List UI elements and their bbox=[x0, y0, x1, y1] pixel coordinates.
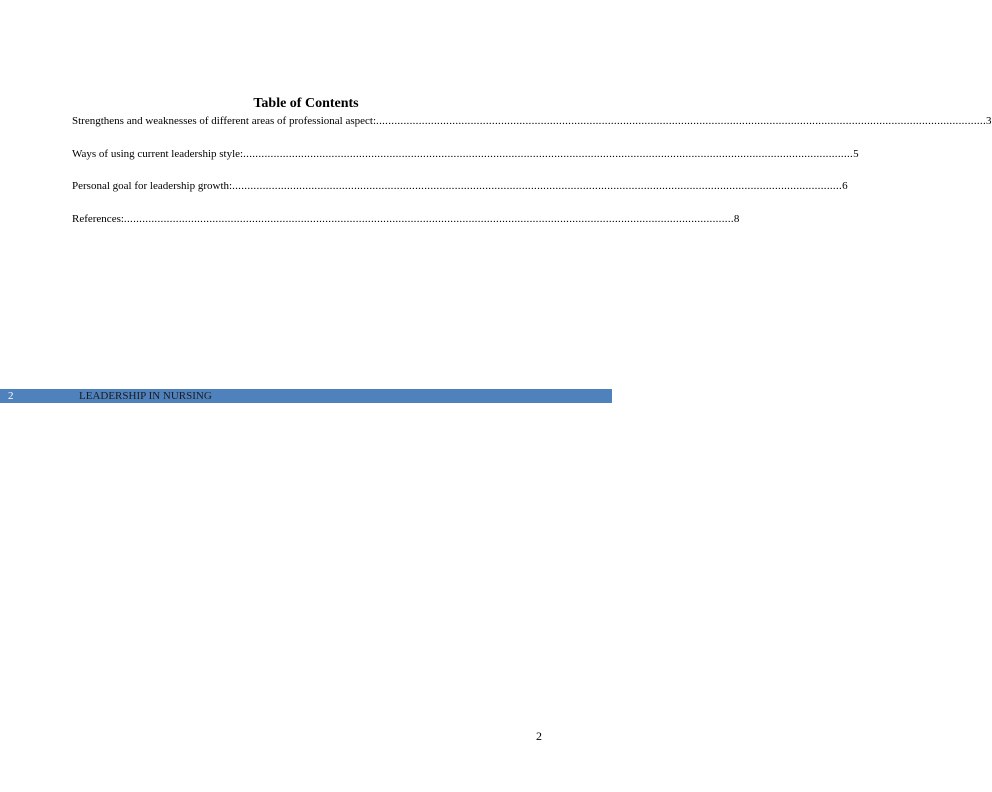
toc-entry-page: 6 bbox=[842, 180, 848, 192]
footer-page-number: 2 bbox=[536, 729, 542, 743]
header-page-number: 2 bbox=[8, 390, 14, 402]
toc-entry-page: 3 bbox=[986, 115, 992, 127]
dot-leader: ........................................................................................................................................................................................................ bbox=[243, 147, 854, 160]
header-running-title: LEADERSHIP IN NURSING bbox=[79, 390, 212, 402]
dot-leader: ........................................................................................................................................................................................................ bbox=[232, 180, 843, 192]
toc-entry-personal-goal[interactable] bbox=[72, 179, 848, 193]
dot-leader: ........................................................................................................................................................................................................ bbox=[376, 115, 987, 127]
toc-entry-label: Personal goal for leadership growth: bbox=[72, 180, 233, 192]
toc-title: Table of Contents bbox=[253, 96, 359, 111]
toc-entry-leadership-style[interactable] bbox=[72, 147, 859, 161]
toc-entry-references[interactable] bbox=[72, 212, 740, 226]
dot-leader: ........................................................................................................................................................................................................ bbox=[123, 212, 734, 225]
toc-entry-page: 5 bbox=[853, 147, 859, 160]
toc-entry-strengths-weaknesses[interactable] bbox=[72, 114, 992, 128]
toc-entry-page: 8 bbox=[733, 212, 740, 225]
toc-entry-label: References: bbox=[72, 212, 124, 225]
toc-list bbox=[72, 114, 992, 244]
toc-entry-label: Ways of using current leadership style: bbox=[72, 147, 244, 160]
running-header-band bbox=[0, 389, 612, 403]
toc-entry-label: Strengthens and weaknesses of different areas of professional aspect: bbox=[72, 115, 377, 127]
